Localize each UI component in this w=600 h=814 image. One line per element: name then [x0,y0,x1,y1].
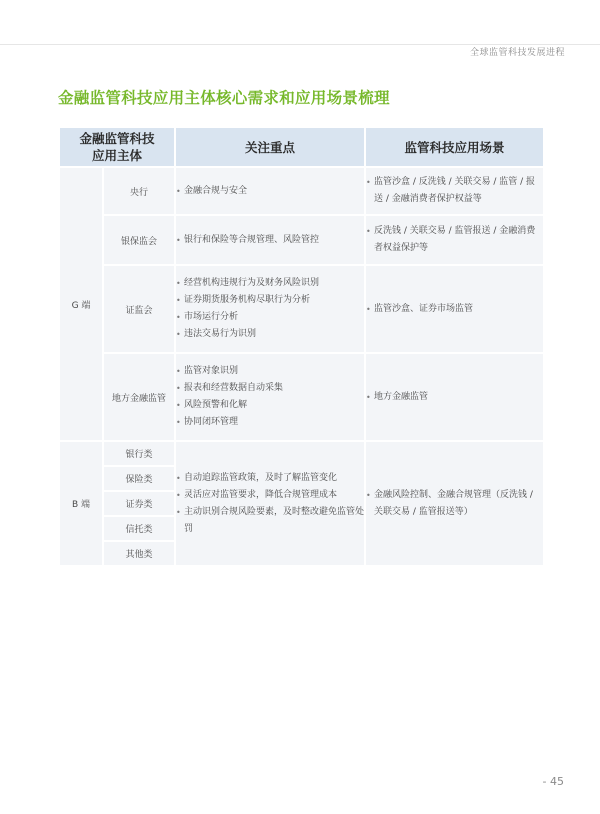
table-row [60,266,543,352]
header-entity-line1: 金融监管科技 [79,131,155,146]
header-focus: 关注重点 [176,128,364,166]
page-number: - 45 [542,775,564,788]
header-entity-line2: 应用主体 [92,148,143,163]
scenario-cell [366,216,543,264]
entity-cell: 信托类 [104,517,174,540]
entity-cell: 央行 [104,168,174,214]
list-item: • 经营机构违规行为及财务风险识别 [176,275,364,292]
table-row [60,168,543,214]
focus-cell [176,354,364,440]
entity-cell: 其他类 [104,542,174,565]
list-item: • 银行和保险等合规管理、风险管控 [176,232,364,249]
list-item: • 灵活应对监管要求，降低合规管理成本 [176,487,364,504]
table-row [60,354,543,440]
list-item: • 监管对象识别 [176,363,364,380]
focus-cell [176,216,364,264]
entity-cell: 保险类 [104,467,174,490]
list-item: • 反洗钱 / 关联交易 / 监管报送 / 金融消费者权益保护等 [366,223,543,257]
entity-cell: 证监会 [104,266,174,352]
list-item: • 主动识别合规风险要素，及时整改避免监管处罚 [176,504,364,538]
group-label-b: B 端 [60,442,102,565]
focus-cell [176,266,364,352]
list-item: • 自动追踪监管政策，及时了解监管变化 [176,470,364,487]
scenario-cell [366,266,543,352]
fintech-table [58,126,545,567]
entity-cell: 地方金融监管 [104,354,174,440]
table-row [60,442,543,465]
list-item: • 风险预警和化解 [176,397,364,414]
list-item: • 报表和经营数据自动采集 [176,380,364,397]
header-scenarios: 监管科技应用场景 [366,128,543,166]
list-item: • 协同闭环管理 [176,414,364,431]
list-item: • 金融风险控制、金融合规管理（反洗钱 / 关联交易 / 监管报送等） [366,487,543,521]
running-header: 全球监管科技发展进程 [469,48,565,58]
focus-cell [176,442,364,565]
scenario-cell [366,354,543,440]
list-item: • 违法交易行为识别 [176,326,364,343]
list-item: • 证券期货服务机构尽职行为分析 [176,292,364,309]
entity-cell: 银行类 [104,442,174,465]
table-row [60,216,543,264]
table-header-row [60,128,543,166]
list-item: • 地方金融监管 [366,389,543,406]
page-title: 金融监管科技应用主体核心需求和应用场景梳理 [58,89,390,107]
list-item: • 监管沙盒、证券市场监管 [366,301,543,318]
list-item: • 市场运行分析 [176,309,364,326]
header-entity [60,128,174,166]
scenario-cell [366,168,543,214]
focus-cell [176,168,364,214]
scenario-cell [366,442,543,565]
entity-cell: 银保监会 [104,216,174,264]
list-item: • 金融合规与安全 [176,183,364,200]
entity-cell: 证券类 [104,492,174,515]
group-label-g: G 端 [60,168,102,440]
list-item: • 监管沙盒 / 反洗钱 / 关联交易 / 监管 / 报送 / 金融消费者保护权益等 [366,174,543,208]
